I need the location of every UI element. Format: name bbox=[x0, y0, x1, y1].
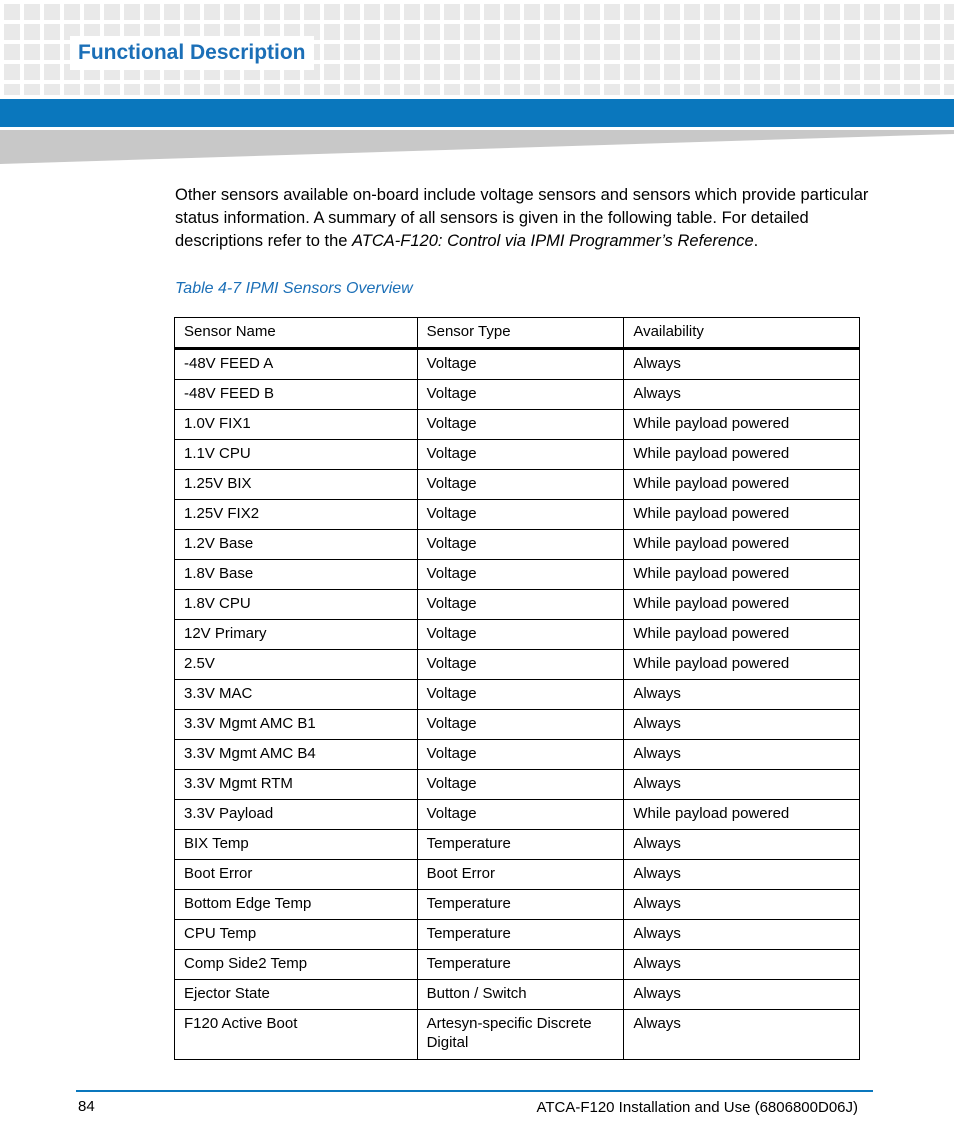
table-row bbox=[175, 920, 860, 950]
sensor-name-cell: 1.2V Base bbox=[175, 530, 418, 560]
document-title: ATCA-F120 Installation and Use (6806800D06J) bbox=[536, 1099, 858, 1116]
intro-paragraph bbox=[175, 184, 885, 253]
sensor-name-cell: Comp Side2 Temp bbox=[175, 950, 418, 980]
availability-cell: While payload powered bbox=[624, 620, 860, 650]
sensor-type-cell: Voltage bbox=[417, 560, 624, 590]
sensor-type-cell: Voltage bbox=[417, 380, 624, 410]
sensor-name-cell: 12V Primary bbox=[175, 620, 418, 650]
column-header: Availability bbox=[624, 318, 860, 349]
availability-cell: While payload powered bbox=[624, 560, 860, 590]
sensor-type-cell: Voltage bbox=[417, 800, 624, 830]
table-row bbox=[175, 740, 860, 770]
availability-cell: Always bbox=[624, 920, 860, 950]
sensor-type-cell: Artesyn-specific Discrete Digital bbox=[417, 1010, 624, 1060]
sensor-name-cell: 3.3V Mgmt AMC B1 bbox=[175, 710, 418, 740]
table-row bbox=[175, 349, 860, 380]
sensor-type-cell: Voltage bbox=[417, 740, 624, 770]
sensor-name-cell: CPU Temp bbox=[175, 920, 418, 950]
table-row bbox=[175, 530, 860, 560]
sensor-type-cell: Voltage bbox=[417, 590, 624, 620]
sensor-type-cell: Voltage bbox=[417, 349, 624, 380]
sensor-name-cell: 3.3V Payload bbox=[175, 800, 418, 830]
sensor-type-cell: Voltage bbox=[417, 650, 624, 680]
availability-cell: Always bbox=[624, 890, 860, 920]
table-row bbox=[175, 890, 860, 920]
intro-text: Other sensors available on-board include voltage sensors and sensors which provide particular status information. A summary of all sensors is given in the following table. For detailed descriptions refer to the bbox=[175, 186, 869, 250]
sensor-type-cell: Voltage bbox=[417, 710, 624, 740]
sensor-name-cell: F120 Active Boot bbox=[175, 1010, 418, 1060]
header-blue-bar bbox=[0, 99, 954, 127]
sensor-type-cell: Temperature bbox=[417, 890, 624, 920]
footer-rule bbox=[76, 1090, 873, 1092]
sensor-name-cell: 3.3V Mgmt RTM bbox=[175, 770, 418, 800]
sensor-name-cell: 2.5V bbox=[175, 650, 418, 680]
table-row bbox=[175, 980, 860, 1010]
sensor-type-cell: Temperature bbox=[417, 920, 624, 950]
table-row bbox=[175, 590, 860, 620]
table-caption: Table 4-7 IPMI Sensors Overview bbox=[175, 280, 413, 297]
availability-cell: While payload powered bbox=[624, 410, 860, 440]
availability-cell: While payload powered bbox=[624, 800, 860, 830]
availability-cell: Always bbox=[624, 710, 860, 740]
sensor-type-cell: Voltage bbox=[417, 470, 624, 500]
availability-cell: Always bbox=[624, 680, 860, 710]
table-row bbox=[175, 440, 860, 470]
table-row bbox=[175, 710, 860, 740]
sensor-name-cell: 1.8V Base bbox=[175, 560, 418, 590]
table-body bbox=[175, 349, 860, 1060]
table-row bbox=[175, 650, 860, 680]
column-header: Sensor Type bbox=[417, 318, 624, 349]
availability-cell: Always bbox=[624, 349, 860, 380]
chapter-title: Functional Description bbox=[70, 36, 314, 70]
availability-cell: Always bbox=[624, 950, 860, 980]
sensor-type-cell: Voltage bbox=[417, 680, 624, 710]
sensor-name-cell: -48V FEED B bbox=[175, 380, 418, 410]
table-row bbox=[175, 1010, 860, 1060]
sensor-type-cell: Voltage bbox=[417, 410, 624, 440]
sensor-name-cell: -48V FEED A bbox=[175, 349, 418, 380]
availability-cell: While payload powered bbox=[624, 650, 860, 680]
table-row bbox=[175, 500, 860, 530]
sensor-type-cell: Temperature bbox=[417, 950, 624, 980]
sensor-name-cell: 1.0V FIX1 bbox=[175, 410, 418, 440]
sensors-table bbox=[174, 317, 860, 1060]
sensor-type-cell: Voltage bbox=[417, 500, 624, 530]
table-row bbox=[175, 770, 860, 800]
sensor-name-cell: 1.25V BIX bbox=[175, 470, 418, 500]
table-row bbox=[175, 380, 860, 410]
sensor-name-cell: Boot Error bbox=[175, 860, 418, 890]
sensor-name-cell: BIX Temp bbox=[175, 830, 418, 860]
table-row bbox=[175, 410, 860, 440]
sensor-name-cell: 1.25V FIX2 bbox=[175, 500, 418, 530]
table-row bbox=[175, 680, 860, 710]
table-row bbox=[175, 470, 860, 500]
table-row bbox=[175, 860, 860, 890]
sensor-type-cell: Button / Switch bbox=[417, 980, 624, 1010]
availability-cell: Always bbox=[624, 980, 860, 1010]
reference-title: ATCA-F120: Control via IPMI Programmer’s Reference bbox=[352, 232, 754, 250]
sensor-type-cell: Voltage bbox=[417, 620, 624, 650]
sensor-type-cell: Voltage bbox=[417, 530, 624, 560]
availability-cell: Always bbox=[624, 740, 860, 770]
sensor-type-cell: Voltage bbox=[417, 440, 624, 470]
table-row bbox=[175, 560, 860, 590]
sensor-name-cell: 1.1V CPU bbox=[175, 440, 418, 470]
sensor-name-cell: 3.3V MAC bbox=[175, 680, 418, 710]
availability-cell: While payload powered bbox=[624, 470, 860, 500]
availability-cell: Always bbox=[624, 770, 860, 800]
table-row bbox=[175, 620, 860, 650]
availability-cell: While payload powered bbox=[624, 590, 860, 620]
availability-cell: Always bbox=[624, 1010, 860, 1060]
page-number: 84 bbox=[78, 1098, 95, 1115]
sensor-type-cell: Voltage bbox=[417, 770, 624, 800]
availability-cell: While payload powered bbox=[624, 440, 860, 470]
column-header: Sensor Name bbox=[175, 318, 418, 349]
table-row bbox=[175, 950, 860, 980]
sensor-name-cell: Ejector State bbox=[175, 980, 418, 1010]
table-row bbox=[175, 800, 860, 830]
sensor-name-cell: 3.3V Mgmt AMC B4 bbox=[175, 740, 418, 770]
availability-cell: While payload powered bbox=[624, 530, 860, 560]
table-header-row bbox=[175, 318, 860, 349]
table-row bbox=[175, 830, 860, 860]
availability-cell: Always bbox=[624, 380, 860, 410]
sensor-type-cell: Boot Error bbox=[417, 860, 624, 890]
availability-cell: Always bbox=[624, 860, 860, 890]
sensor-type-cell: Temperature bbox=[417, 830, 624, 860]
availability-cell: Always bbox=[624, 830, 860, 860]
sensor-name-cell: 1.8V CPU bbox=[175, 590, 418, 620]
header-grey-wedge bbox=[0, 130, 954, 164]
intro-text-end: . bbox=[753, 232, 759, 250]
availability-cell: While payload powered bbox=[624, 500, 860, 530]
sensor-name-cell: Bottom Edge Temp bbox=[175, 890, 418, 920]
